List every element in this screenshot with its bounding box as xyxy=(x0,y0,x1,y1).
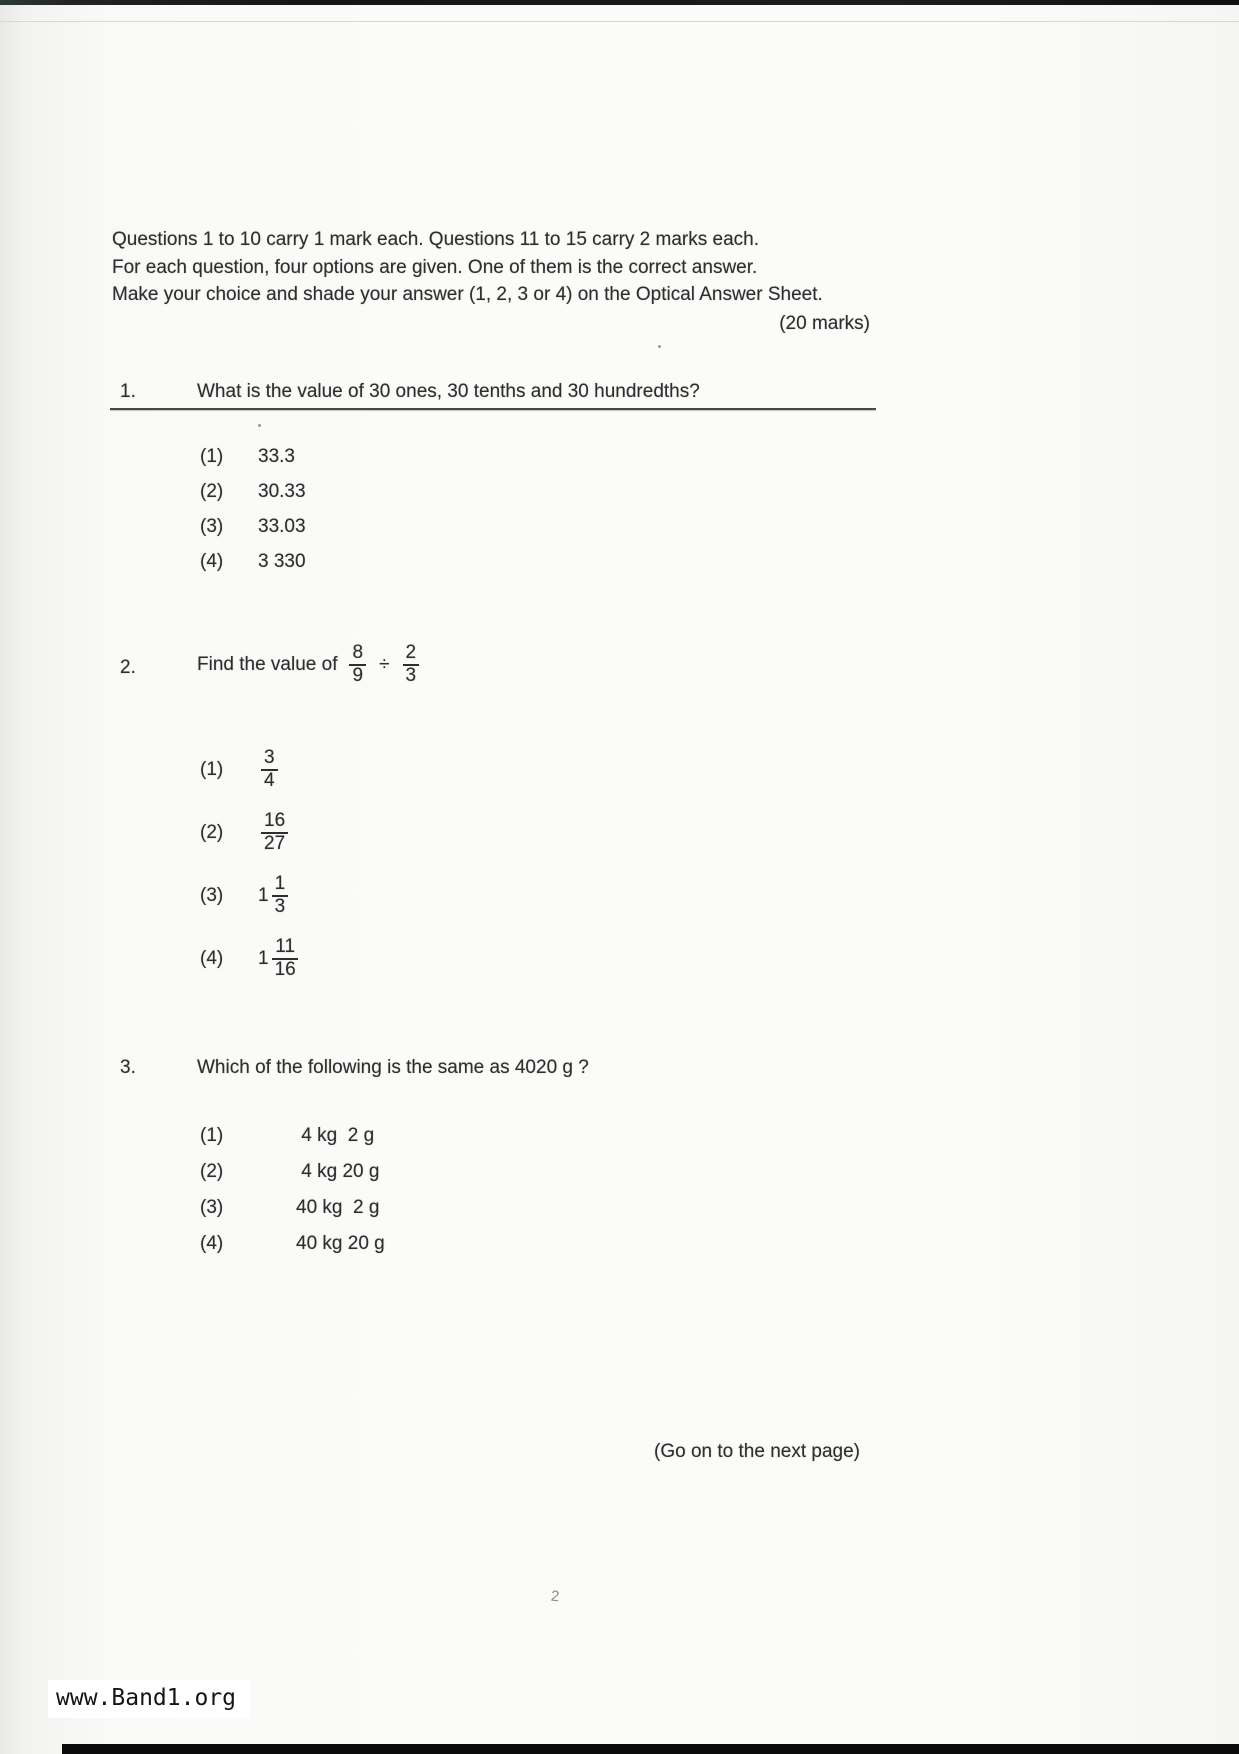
question-1-text: What is the value of 30 ones, 30 tenths and 30 hundredths? xyxy=(197,381,700,402)
fraction xyxy=(261,748,278,792)
question-2-option-row xyxy=(200,931,299,987)
option-value: 33.03 xyxy=(258,516,306,537)
question-2-option-row xyxy=(200,868,288,924)
question-3-number: 3. xyxy=(120,1057,136,1078)
go-on-note: (Go on to the next page) xyxy=(654,1441,860,1462)
fraction-denominator: 3 xyxy=(274,896,286,917)
question-3-option-row xyxy=(200,1125,374,1147)
option-value: 3 330 xyxy=(258,551,306,572)
option-label: (3) xyxy=(200,885,224,906)
scan-bottom-edge-bar xyxy=(62,1744,1239,1754)
fraction-denominator: 3 xyxy=(405,665,417,686)
question-1-option-row xyxy=(200,481,306,503)
option-value xyxy=(258,811,288,855)
option-label: (4) xyxy=(200,1233,224,1254)
option-value: 30.33 xyxy=(258,481,306,502)
fraction xyxy=(403,643,420,687)
option-value xyxy=(258,874,288,918)
fraction xyxy=(261,811,288,855)
option-label: (3) xyxy=(200,516,224,537)
option-label: (2) xyxy=(200,822,224,843)
fraction-denominator: 4 xyxy=(264,770,275,791)
question-1-option-row xyxy=(200,516,306,538)
fraction-denominator: 16 xyxy=(274,959,296,980)
option-value: 4 kg 20 g xyxy=(296,1161,380,1182)
marks-note: (20 marks) xyxy=(779,312,870,334)
fraction-numerator: 11 xyxy=(272,937,298,960)
mixed-whole: 1 xyxy=(258,885,269,906)
question-1-option-row xyxy=(200,446,295,468)
option-value: 4 kg 2 g xyxy=(296,1125,375,1146)
question-3-option-row xyxy=(200,1161,379,1183)
option-label: (1) xyxy=(200,759,224,780)
fraction-numerator: 16 xyxy=(261,811,288,834)
instructions-line-3: Make your choice and shade your answer (1, 2, 3 or 4) on the Optical Answer Sheet. xyxy=(112,284,823,305)
option-value: 40 kg 2 g xyxy=(296,1197,380,1218)
fraction-denominator: 27 xyxy=(264,833,286,854)
section-divider-line xyxy=(110,408,876,410)
question-3-option-row xyxy=(200,1233,385,1255)
fraction xyxy=(272,874,289,918)
question-3-text: Which of the following is the same as 4020 g ? xyxy=(197,1057,589,1078)
scan-speck xyxy=(258,424,261,427)
option-label: (1) xyxy=(200,1125,224,1146)
fraction-numerator: 1 xyxy=(272,874,289,897)
site-watermark: www.Band1.org xyxy=(48,1680,250,1718)
question-2-number: 2. xyxy=(120,657,136,678)
fraction-denominator: 9 xyxy=(352,665,364,686)
page-number: 2 xyxy=(550,1587,561,1606)
fraction-numerator: 2 xyxy=(403,643,420,666)
option-label: (3) xyxy=(200,1197,224,1218)
fraction xyxy=(349,643,366,687)
scan-faint-line xyxy=(0,21,1239,22)
question-1-option-row xyxy=(200,551,306,573)
question-2-prefix: Find the value of xyxy=(197,654,338,675)
option-label: (2) xyxy=(200,1161,224,1182)
instructions-block xyxy=(112,226,870,337)
option-value xyxy=(258,748,278,792)
instructions-line-1: Questions 1 to 10 carry 1 mark each. Questions 11 to 15 carry 2 marks each. xyxy=(112,229,760,250)
question-1-number: 1. xyxy=(120,381,136,402)
fraction-numerator: 8 xyxy=(349,643,366,666)
option-value: 33.3 xyxy=(258,446,295,467)
scan-speck xyxy=(658,345,661,348)
instructions-line-2: For each question, four options are given. One of them is the correct answer. xyxy=(112,256,758,278)
option-label: (4) xyxy=(200,948,224,969)
scan-top-edge-bar xyxy=(0,0,1239,5)
division-operator: ÷ xyxy=(379,654,390,675)
option-label: (4) xyxy=(200,551,224,572)
question-2-text xyxy=(197,632,419,698)
mixed-whole: 1 xyxy=(258,948,269,969)
fraction xyxy=(272,937,299,981)
option-value xyxy=(258,937,299,981)
question-2-option-row xyxy=(200,742,278,798)
option-label: (1) xyxy=(200,446,224,467)
question-3-option-row xyxy=(200,1197,379,1219)
option-value: 40 kg 20 g xyxy=(296,1233,385,1254)
option-label: (2) xyxy=(200,481,224,502)
question-2-option-row xyxy=(200,805,288,861)
fraction-numerator: 3 xyxy=(261,748,278,771)
